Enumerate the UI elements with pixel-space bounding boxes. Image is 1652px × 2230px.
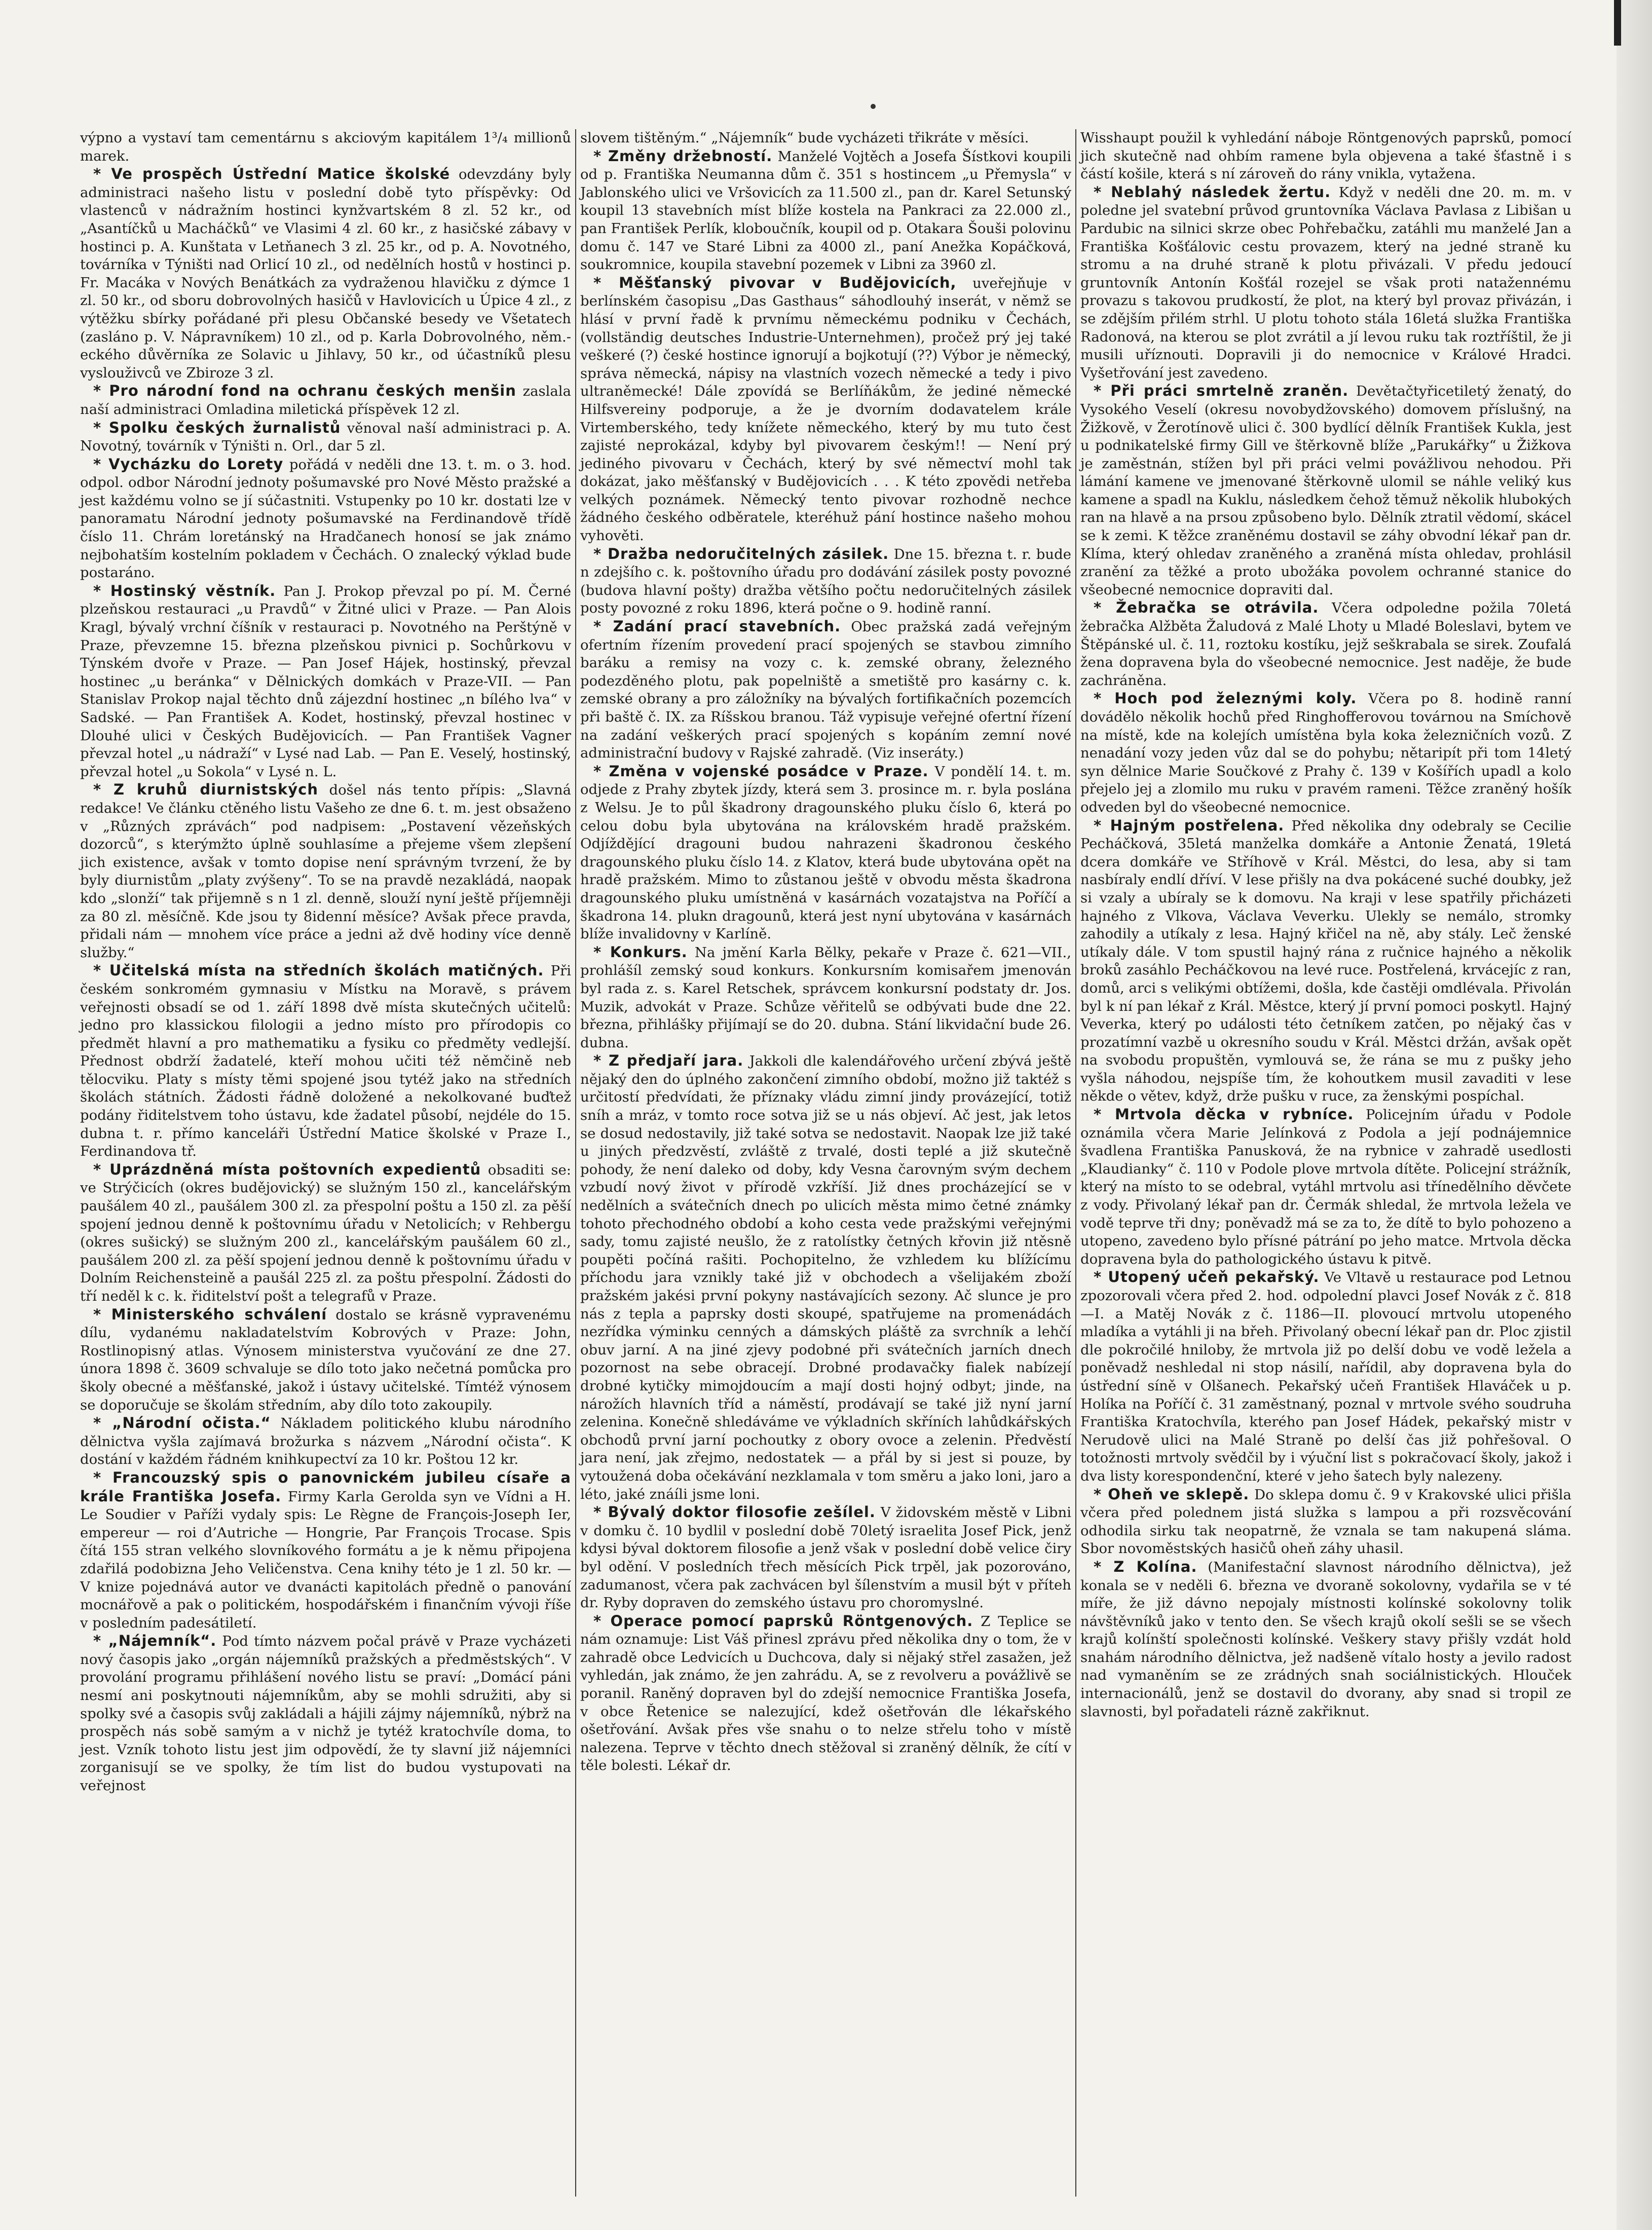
article-heading: * Z kruhů diurnistských bbox=[93, 781, 318, 799]
article-body: Nákladem politického klubu národního dělnictva vyšla zajímavá brožurka s názvem „Národní očista“. K dostání v každém řádném knihkupectví za 10 kr. Poštou 12 kr. bbox=[80, 1415, 571, 1468]
article-paragraph bbox=[580, 545, 1071, 618]
article-paragraph bbox=[580, 274, 1071, 545]
article-body: Pod tímto názvem počal právě v Praze vycházeti nový časopis jako „orgán nájemníků pražských a předměstských“. V provolání programu přihlášení nového listu se praví: „Domácí páni nesmí ani poskytnouti nájemníkům, aby se mohli sdružiti, aby si spolky své a časopis svůj zakládali a hájili zájmy nájemníků, nýbrž na prospěch nás sobě samým a v nichž je tytéž kratochvíle doma, to jest. Vzník tohoto listu jest jim odpovědí, že ty slavní již nájemníci zorganisují se ve spolky, že tím list do budou vystupovati na veřejnost bbox=[80, 1633, 572, 1794]
article-heading: * Uprázdněná místa poštovních expedientů bbox=[93, 1160, 481, 1178]
article-heading: * Hajným postřelena. bbox=[1094, 816, 1285, 834]
article-heading: * Změny držebností. bbox=[593, 147, 773, 165]
article-heading: * Bývalý doktor filosofie zešílel. bbox=[593, 1503, 876, 1521]
article-heading: * Pro národní fond na ochranu českých menšin bbox=[93, 382, 516, 400]
article-body: obsaditi se: ve Strýčicích (okres budějovický) se služným 150 zl., kancelářským paušálem 40 zl., paušálem 300 zl. za přespolní poštu a 150 zl. za pěší spojení jednou denně k poštovnímu úřadu v Netolicích; v Rehbergu (okres sušický) se služným 200 zl., kancelářským paušálem 60 zl., paušálem 200 zl. za pěší spojení jednou denně k poštovnímu úřadu v Dolním Reichensteině a paušál 225 zl. za poštu přespolní. Žádosti do tří neděl k c. k. řiditelství pošt a telegrafů v Praze. bbox=[80, 1161, 571, 1304]
column-right bbox=[1076, 129, 1575, 2197]
article-body: V pondělí 14. t. m. odjede z Prahy zbytek jízdy, která sem 3. prosince m. r. byla poslána z Welsu. Je to půl škadrony dragounského pluku číslo 6, která po celou dobu byla ubytována na královském hradě pražském. Odjíždějící dragouni budou nahrazeni škadronou českého dragounského pluku číslo 14. z Klatov, která bude ubytována opět na hradě pražském. Mimo to zůstanou ještě v obvodu města škadrona dragounského pluku umístněná v kasárnách vozatajstva na Poříčí a škadrona 14. plukn dragounů, která jest nyní ubytována v kasárnách blíže invalidovny v Karlíně. bbox=[580, 763, 1071, 942]
page-edge-shadow bbox=[1617, 0, 1652, 2230]
article-heading: * Spolku českých žurnalistů bbox=[93, 419, 341, 436]
article-heading: * Utopený učeň pekařský. bbox=[1094, 1268, 1320, 1286]
article-paragraph bbox=[580, 129, 1071, 147]
column-middle bbox=[576, 129, 1075, 2197]
article-paragraph bbox=[80, 781, 571, 962]
article-paragraph bbox=[580, 943, 1071, 1052]
article-paragraph bbox=[80, 165, 571, 382]
article-paragraph bbox=[580, 1052, 1071, 1503]
article-heading: * Žebračka se otrávila. bbox=[1094, 599, 1319, 617]
article-body: pořádá v neděli dne 13. t. m. o 3. hod. odpol. odbor Národní jednoty pošumavské pro Nové Město pražské a jest každému volno se jí súčastniti. Vstupenky po 10 kr. dostati lze v panoramatu Národní jednoty pošumavské na Ferdinandově třídě číslo 11. Chrám loretánský na Hradčanech honosí se jak známo nejbohatším kostelním pokladem v Čechách. O znalecký výklad bude postaráno. bbox=[80, 456, 571, 581]
article-paragraph bbox=[1080, 1558, 1571, 1721]
article-heading: * Měšťanský pivovar v Budějovicích, bbox=[593, 274, 957, 291]
article-heading: * Hoch pod železnými koly. bbox=[1094, 690, 1357, 707]
article-heading: * Zadání prací stavebních. bbox=[593, 618, 841, 635]
article-body: Včera po 8. hodině ranní dovádělo několik hochů před Ringhofferovou továrnou na Smíchově na místě, kde na kolejích umístěna byla koka železničních vozů. Z nenadání vozy jeden vůz dal se do pohybu; nětaripít při tom 14letý syn dělnice Marie Součkové z Prahy č. 139 v Košířích upadl a kolo přejelo jej a zlomilo mu ruku v pravém rameni. Těžce zraněný hošík odveden byl do všeobecné nemocnice. bbox=[1080, 691, 1571, 815]
article-paragraph bbox=[80, 1632, 571, 1795]
article-heading: * Při práci smrtelně zraněn. bbox=[1094, 382, 1349, 400]
article-heading: * Z předjaří jara. bbox=[593, 1052, 744, 1070]
article-paragraph bbox=[80, 129, 571, 165]
article-paragraph bbox=[580, 147, 1071, 274]
article-paragraph bbox=[80, 382, 571, 419]
article-body: Pan J. Prokop převzal po pí. M. Černé plzeňskou restauraci „u Pravdů“ v Žitné ulici v Praze. — Pan Alois Kragl, bývalý vrchní číšník v restauraci p. Novotného na Perštýně v Praze, převzemne 15. března plzeňskou pivnici p. Sochůrkovu v Týnském dvoře v Praze. — Pan Josef Hájek, hostinský, převzal hostinec „u beránka“ v Dělnických domkách v Praze-VII. — Pan Stanislav Prokop najal těchto dnů zájezdní hostinec „n bílého lva“ v Sadské. — Pan František A. Kodet, hostinský, převzal hostinec v Dlouhé ulici v Českých Budějovicích. — Pan František Vagner převzal hotel „u nádraží“ v Lysé nad Lab. — Pan E. Veselý, hostinský, převzal hotel „u Sokola“ v Lysé n. L. bbox=[80, 583, 571, 780]
article-heading: * Ve prospěch Ústřední Matice školské bbox=[93, 165, 450, 183]
article-body: Jakkoli dle kalendářového určení zbývá ještě nějaký den do úplného zakončení zimního období, možno již taktéž s určitostí předvídati, že příznaky vládu zimní jindy provázející, totiž sníh a mráz, v tomto roce sotva již se u nás objeví. Ač jest, jak letos se dosud nedostavily, již také sotva se nedostavit. Naopak lze již také u jiných předzvěstí, zvláště z trvalé, dosti teplé a již skutečně pohody, že není daleko od doby, kdy Vesna čarovným svým dechem vzbudí nový život v přírodě vzkříší. Již dnes procházející se v nedělních a svátečních dnech po ulicích města mimo četné známky tohoto přechodného období a koho cesta vede pražskými veřejnými sady, tomu zajisté neušlo, že z ratolístky četných křovin již ntěsně poupěti počíná rašiti. Pochopitelno, že vzhledem ku blížícímu příchodu jara vznikly také již v obchodech a všelijakém zboží pražském jakési první pokyny nastávajících sezony. Ač slunce je pro nás z tepla a paprsky dosti skoupé, spatřujeme na promenádách nezřídka výminku cenných a dámských pláště za svrchník a lehčí obuv jarní. A na jiné zjevy podobné při svátečních jarních dnech pozornost na sebe obracejí. Drobné prodavačky fialek nabízejí drobné kytičky mimojdoucím a mají dosti hojný odbyt; jinde, na nárožích hlavních tříd a náměstí, prodávají se také již nyní jarní zelenina. Konečně shledáváme ve výkladních skříních lahůdkářských obchodů první jarní pochoutky z obory ovoce a zelenin. Předvěstí jara není, jak zřejmo, nedostatek — a přál by si jest si pouze, by vytoužená doba očekávání nezklamala v tom směru a jako loni, jaro a léto, jaké znáíli jsme loni. bbox=[580, 1053, 1071, 1502]
article-paragraph bbox=[80, 1161, 571, 1306]
article-paragraph bbox=[80, 1306, 571, 1415]
article-heading: * Operace pomocí paprsků Röntgenových. bbox=[593, 1612, 973, 1630]
article-body: Na jmění Karla Bělky, pekaře v Praze č. 621—VII., prohlášíl zemský soud konkurs. Konkursním komisařem jmenován byl rada z. s. Karel Retschek, správcem konkursní podstaty dr. Jos. Muzik, advokát v Praze. Schůze věřitelů se odbývati bude dne 22. března, přihlášky přijímají se do 20. dubna. Stání likvidační bude 26. dubna. bbox=[580, 944, 1071, 1051]
article-body: Ve Vltavě u restaurace pod Letnou zpozorovali včera před 2. hod. odpolední plavci Josef Novák z č. 818—I. a Matěj Novák z č. 1186—II. plovoucí mrtvolu utopeného mladíka a vytáhli ji na břeh. Přivolaný obecní lékař pan dr. Ploc zjistil dle pokročilé hniloby, že mrtvola již po delší dobu ve vodě ležela a poněvadž neshledal ni stop násilí, nařídil, aby dopravena byla do ústřední síně v Olšanech. Pekařský učeň František Hlaváček u p. Holíka na Poříčí č. 31 zaměstnaný, poznal v mrtvole svého soudruha Františka Kratochvíla, kterého pan Josef Hádek, pekařský mistr v Nerudově ulici na Malé Straně po delší čas již pohřešoval. O totožnosti mrtvoly svědčil by i výuční list s pokračovací školy, jakož i dva listy korespondenční, které v jeho šatech byly nalezeny. bbox=[1080, 1269, 1571, 1484]
article-paragraph bbox=[80, 456, 571, 582]
article-body: (Manifestační slavnost národního dělnictva), jež konala se v neděli 6. března ve dvoraně sokolovny, vydařila se v té míře, že již dávno nepojaly místnosti kolínské sokolovny tolik návštěvníků jako v tento den. Se všech krajů okolí sešli se se všech krajů kolínští společnosti kolínské. Veškery stavy přišly vzdát hold snahám národního dělnictva, jež nadšeně vítalo hosty a jevilo radost nad vymaněním se ze zrádných snah sociálnistických. Hlouček internacionálů, jenž se dostavil do dvorany, aby snad si tropil ze slavnosti, byl pořadateli rázně zakřiknut. bbox=[1080, 1559, 1571, 1720]
article-heading: * Z Kolína. bbox=[1094, 1558, 1197, 1575]
article-body: věnoval naší administraci p. A. Novotný, továrník v Týništi n. Orl., dar 5 zl. bbox=[80, 420, 571, 455]
article-body: Devětačtyřicetiletý ženatý, do Vysokého Veselí (okresu novobydžovského) domovem příslušný, na Žižkově, v Žerotínově ulici č. 300 bydlící dělník František Kukla, jest u podnikatelské firmy Gill ve štěrkovně blíže „Parukářky“ u Žižkova je zaměstnán, stížen byl při práci velmi povážlivou nehodou. Při lámání kamene ve jmenované štěrkovně ulomil se náhle veliký kus kamene a spadl na Kuklu, následkem čehož těmuž několik hlubokých ran na hlavě a na prsou způsobeno bylo. Dělník ztratil vědomí, skácel se k zemi. K těžce zraněnému dostavil se záhy obvodní lékař pan dr. Klíma, který ohledav zraněného a zraněná místa ohledav, prohlásil zranění za těžké a proto ubožáka povolem ochranné stanice do všeobecné nemocnice dopraviti dal. bbox=[1080, 383, 1571, 598]
article-heading: * Neblahý následek žertu. bbox=[1094, 183, 1331, 201]
article-body: Manželé Vojtěch a Josefa Šístkovi koupili od p. Františka Neumanna dům č. 351 s hostincem „u Přemysla“ v Jablonského ulici ve Vršovicích za 11.500 zl., pan dr. Karel Setunský koupil 13 stavebních míst blíže kostela na Pankraci za 22.000 zl., pan František Perlík, kloboučník, koupil od p. Otakara Šouši polovinu domu č. 147 ve Staré Libni za 4000 zl., paní Anežka Kopáčková, soukromnice, koupila stavební pozemek v Libni za 3960 zl. bbox=[580, 148, 1072, 273]
article-body: dostalo se krásně vypravenému dílu, vydanému nakladatelstvím Kobrových v Praze: John, Rostlinopisný atlas. Výnosem ministerstva vyučování ze dne 27. února 1898 č. 3609 schvaluje se dílo toto jako nečetná pomůcka pro školy obecné a měšťanské, jakož i ústavy učitelské. Tímtéž výnosem se doporučuje se školám středním, aby dílo toto zakoupily. bbox=[80, 1306, 572, 1413]
article-paragraph bbox=[1080, 382, 1571, 599]
text-columns bbox=[76, 129, 1589, 2197]
article-body: Když v neděli dne 20. m. m. v poledne jel svatební průvod gruntovníka Václava Pavlasa z Libišan u Pardubic na silnici skrze obec Pohřebačku, zatáhli mu manželé Jan a Františka Košťálovic cestu provazem, který na jedné straně ku stromu a na druhé straně k plotu přivázali. V předu jedoucí gruntovník Antonín Košťál rozejel se však proti natažennému provazu s takovou prudkostí, že plot, na který byl provaz přivázán, i se zdějším přilém strhl. U plotu tohoto stála 16letá služka Františka Radonová, na kterou se plot zvrátil a jí levou ruku tak roztříštil, že ji musili uříznouti. Dopravili ji do nemocnice v Králové Hradci. Vyšetřování jest zavedeno. bbox=[1080, 184, 1571, 381]
article-body: došel nás tento přípis: „Slavná redakce! Ve článku ctěného listu Vašeho ze dne 6. t. m. jest obsaženo v „Různých zprávách“ pod nadpisem: „Postavení vězeňských dozorců“, s kterýmžto úplně souhlasíme a přejeme všem zlepšení jich existence, avšak v tomto dopise není správným tvrzení, že by byly diurnistům „platy zvýšeny“. To se na pravdě nezakládá, naopak kdo „slonží“ tak přijemně s n 1 zl. denně, slouží nyní ještě příjemněji za 80 zl. měsíčně. Kde jsou ty 8idenní měsíce? Avšak přece pravda, přidali nám — mnohem více práce a jedni až dvě hodiny více denně služby.“ bbox=[80, 782, 572, 961]
article-body: Wisshaupt použil k vyhledání náboje Röntgenových paprsků, pomocí jich skutečně nad ohbím ramene byla objevena a také šťastně i s částí košile, která s ní zároveň do rány vnikla, vytažena. bbox=[1080, 130, 1571, 182]
article-heading: * Mrtvola děcka v rybníce. bbox=[1094, 1106, 1354, 1123]
article-body: Z Teplice se nám oznamuje: List Váš přinesl zprávu před několika dny o tom, že v zahradě obce Ledvicích u Duchcova, daly si nějaký střel zasažen, jež vyhledán, jak známo, že jen zahrádu. A, se z revolveru a povážlivě se poranil. Raněný dopraven byl do zdejší nemocnice Františka Josefa, v obce Řetenice se nalezující, kdež ošetřován dle lékařského ošetřování. Avšak přes vše snahu o to nelze střelu toho v místě nalezena. Teprve v těchto dnech stěžoval si zraněný dělník, že cítí v těle bolesti. Lékař dr. bbox=[580, 1613, 1071, 1774]
article-body: zaslala naší administraci Omladina miletická příspěvek 12 zl. bbox=[80, 383, 571, 418]
article-heading: * Vycházku do Lorety bbox=[93, 455, 284, 473]
scan-marker bbox=[1614, 0, 1621, 46]
article-body: Dne 15. března t. r. bude n zdejšího c. k. poštovního úřadu pro dodávání zásilek posty povozné (budova hlavní pošty) dražba většího počtu nedoručitelných zásilek posty povozné z roku 1896, která počne o 9. hodině ranní. bbox=[580, 546, 1071, 617]
article-paragraph bbox=[80, 419, 571, 456]
article-paragraph bbox=[1080, 183, 1571, 383]
article-paragraph bbox=[80, 962, 571, 1161]
article-paragraph bbox=[1080, 1268, 1571, 1485]
article-body: Firmy Karla Gerolda syn ve Vídni a H. Le Soudier v Paříži vydaly spis: Le Règne de François-Joseph Ier, empereur — roi d’Autriche — Hongrie, Par François Trocase. Spis čítá 155 stran velkého slovníkového formátu a je k němu připojena zdařilá podobizna Jeho Veličenstva. Cena knihy této je 1 zl. 50 kr. — V knize pojednává autor ve dvanácti kapitolách předně o panování mocnářově a pak o politickém, hospodářském i finančním vývoji říše v posledním padesátiletí. bbox=[80, 1488, 571, 1631]
scan-dot bbox=[871, 104, 876, 109]
article-body: Do sklepa domu č. 9 v Krakovské ulici přišla včera před polednem jistá služka s lampou a při rozsvěcování odhodila sirku tak neopatrně, že vznala se tam nakupená sláma. Sbor novoměstských hasičů oheň záhy uhasil. bbox=[1080, 1486, 1571, 1557]
article-paragraph bbox=[80, 1469, 571, 1632]
article-paragraph bbox=[1080, 1106, 1571, 1268]
article-paragraph bbox=[580, 1612, 1071, 1775]
article-paragraph bbox=[80, 582, 571, 781]
article-heading: * Učitelská místa na středních školách matičných. bbox=[93, 962, 544, 979]
article-paragraph bbox=[580, 1503, 1071, 1612]
article-heading: * Hostinský věstník. bbox=[93, 582, 276, 599]
article-paragraph bbox=[80, 1414, 571, 1469]
article-body: V židovském městě v Libni v domku č. 10 bydlil v poslední době 70letý israelita Josef Pick, jenž kdysi býval doktorem filosofie a jenž však v poslední době velice čiry byl odění. V posledních třech měsících Pick trpěl, jak pozorováno, zadumanost, včera pak zachvácen byl šílenstvím a musil být v příteh dr. Ryby dopraven do zemského ústavu pro choromyslné. bbox=[580, 1504, 1071, 1611]
article-heading: * Dražba nedoručitelných zásilek. bbox=[593, 545, 889, 562]
article-heading: * Změna v vojenské posádce v Praze. bbox=[593, 762, 929, 780]
article-body: Při českém sonkromém gymnasiu v Místku na Moravě, s právem veřejnosti obsadí se od 1. září 1898 dvě místa skutečných učitelů: jedno pro klassickou filologii a jedno místo pro přírodopis co předmět hlavní a pro mathematiku a fysiku co předměty vedlejší. Přednost obdrží žadatelé, kteří mohou učiti též němčině neb tělocviku. Platy s místy těmi spojené jsou tytéž jako na středních školách státních. Žádosti řádně doložené a nekolkované buďtež podány řiditelstvem toho ústavu, kde žadatel působí, nejdéle do 15. dubna t. r. přímo kanceláři Ústřední Matice školské v Praze I., Ferdinandova tř. bbox=[80, 963, 572, 1160]
article-heading: * Ministerského schválení bbox=[93, 1305, 327, 1323]
article-body: uveřejňuje v berlínském časopisu „Das Gasthaus“ sáhodlouhý inserát, v němž se hlásí v první řadě k prvnímu německému podniku v Čechách, (vollständig deutsches Industrie-Unternehmen), pročež prý jej také veškeré (?) české hostince ignorují a bojkotují (??) Výbor je německý, správa německá, nápisy na vlastních vozech německé a tedy i pivo ultraněmecké! Dále zpovídá se Berlíňákům, že jediné německé Hilfsvereiny podporuje, a že je dvorním dodavatelem krále Virtemberského, tedy knížete německého, který by mu tuto čest zajisté neprokázal, kdyby byl pivovarem českým!! — Není prý jediného pivovaru v Čechách, který by své němectví mohl tak dokázat, jako měšťanský v Budějovicích . . . K této zpovědi netřeba velkých poznámek. Německý tento pivovar rozhodně nechce žádného českého odběratele, kteréhuž pání hostince našeho mohou vyhověti. bbox=[580, 275, 1071, 544]
article-heading: * „Nájemník“. bbox=[93, 1632, 217, 1650]
article-paragraph bbox=[1080, 129, 1571, 183]
article-heading: * Francouzský spis o panovnickém jubileu císaře a krále Františka Josefa. bbox=[80, 1468, 571, 1505]
article-paragraph bbox=[580, 618, 1071, 763]
article-paragraph bbox=[1080, 690, 1571, 816]
article-body: Obec pražská zadá veřejným ofertním řízením provedení prací spojených se stavbou zimního baráku a remisy na vozy c. k. zemské obrany, železného podezděného plotu, pak popelniště a smetiště pro kasárny c. k. zemské obrany a pro záložníky na bývalých fortifikačních pozemcích při baště č. IX. za Ríšskou branou. Táž vypisuje veřejné ofertní řízení na zadání veškerých prací spojených s kopáním zemní nové administrační budovy v Rajské zahradě. (Viz inseráty.) bbox=[580, 619, 1071, 762]
article-body: Včera odpoledne požila 70letá žebračka Alžběta Žaludová z Malé Lhoty u Mladé Boleslavi, bytem ve Štěpánské ul. č. 11, roztoku kostíku, jejž seškrabala se sirek. Zoufalá žena dopravena byla do všeobecné nemocnice. Jest naděje, že bude zachráněna. bbox=[1080, 600, 1571, 689]
article-body: Policejním úřadu v Podole oznámila včera Marie Jelínková z Podola a její podnájemnice švadlena Františka Panusková, že na rybnice v zahradě usedlosti „Klaudianky“ č. 110 v Podole plove mrtvola dítěte. Policejní strážník, který na místo to se odebral, vytáhl mrtvolu asi třínedělního děvčete z vody. Přivolaný lékař pan dr. Čermák shledal, že mrtvola ležela ve vodě teprve tři dny; poněvadž má se za to, že dítě to bylo pohozeno a utopeno, zavedeno bylo přísné pátrání po jeho matce. Mrtvola děcka dopravena byla do pathologického ústavu k pitvě. bbox=[1080, 1107, 1571, 1267]
column-left bbox=[76, 129, 575, 2197]
article-paragraph bbox=[1080, 599, 1571, 690]
article-body: Před několika dny odebraly se Cecilie Pecháčková, 35letá manželka domkáře a Antonie Ženatá, 19letá dcera domkáře ve Stříhově v Král. Městci, do lesa, aby si tam nasbíraly endlí dříví. V lese přišly na dva pokácené suché doubky, jež si vzaly a ubíraly se k domovu. Na kraji v lese spatřily přicházeti hajného z Vlkova, Václava Veverku. Ulekly se nemálo, stromky zahodily a utíkaly z lesa. Hajný křičel na ně, aby stály. Leč ženské utíkaly dále. V tom spustil hajný rána z ručnice hajného a několik broků zasáhlo Pecháčkovou na levé ruce. Postřelená, krvácejíc z ran, domů, arci s velikými obtížemi, došla, kde častěji omdlévala. Přivolán byl k ní pan lékař z Král. Městce, který jí první pomoci poskytl. Hajný Veverka, který po události této četníkem zatčen, po nějaký čas v prozatímní vazbě u okresního soudu v Král. Městci držán, avšak opět na svobodu propuštěn, vymlouvá se, že rána se mu z pušky jeho vyšla náhodou, nejspíše tím, že kohoutkem musil zavaditi v lese někde o větev, když, drže pušku v ruce, za ženskými pospíchal. bbox=[1080, 817, 1572, 1105]
article-heading: * Oheň ve sklepě. bbox=[1094, 1485, 1250, 1503]
article-heading: * Konkurs. bbox=[593, 943, 688, 961]
article-paragraph bbox=[1080, 1486, 1571, 1558]
article-body: výpno a vystaví tam cementárnu s akciovým kapitálem 1³/₄ millionů marek. bbox=[80, 130, 571, 164]
article-heading: * „Národní očista.“ bbox=[93, 1414, 271, 1432]
article-paragraph bbox=[1080, 817, 1571, 1106]
article-body: slovem tištěným.“ „Nájemník“ bude vycházeti třikráte v měsíci. bbox=[580, 130, 1029, 146]
article-body: odevzdány byly administraci našeho listu v poslední době tyto příspěvky: Od vlastenců v nádražním hostinci kynžvartském 8 zl. 52 kr., od „Asantíčků u Macháčků“ ve Vlasimi 4 zl. 60 kr., z hasičské zábavy v hostinci p. A. Kunštata v Letňanech 3 zl. 25 kr., od p. A. Novotného, továrníka v Týništi nad Orlicí 10 zl., od nedělních hostů v hostinci p. Fr. Macáka v Nových Benátkách za vydraženou hlavičku z dýmce 1 zl. 50 kr., od sboru dobrovolných hasičů v Havlovicích u Úpice 4 zl., z výtěžku sbírky pořádané při plesu Občanské besedy ve Všetatech (zasláno p. V. Nápravníkem) 10 zl., od p. Karla Dobrovolného, něm.-eckého důvěrníka ze Solavic u Jihlavy, 50 kr., od účastníků plesu vyslouživců ve Zbiroze 3 zl. bbox=[80, 166, 571, 381]
article-paragraph bbox=[580, 763, 1071, 943]
